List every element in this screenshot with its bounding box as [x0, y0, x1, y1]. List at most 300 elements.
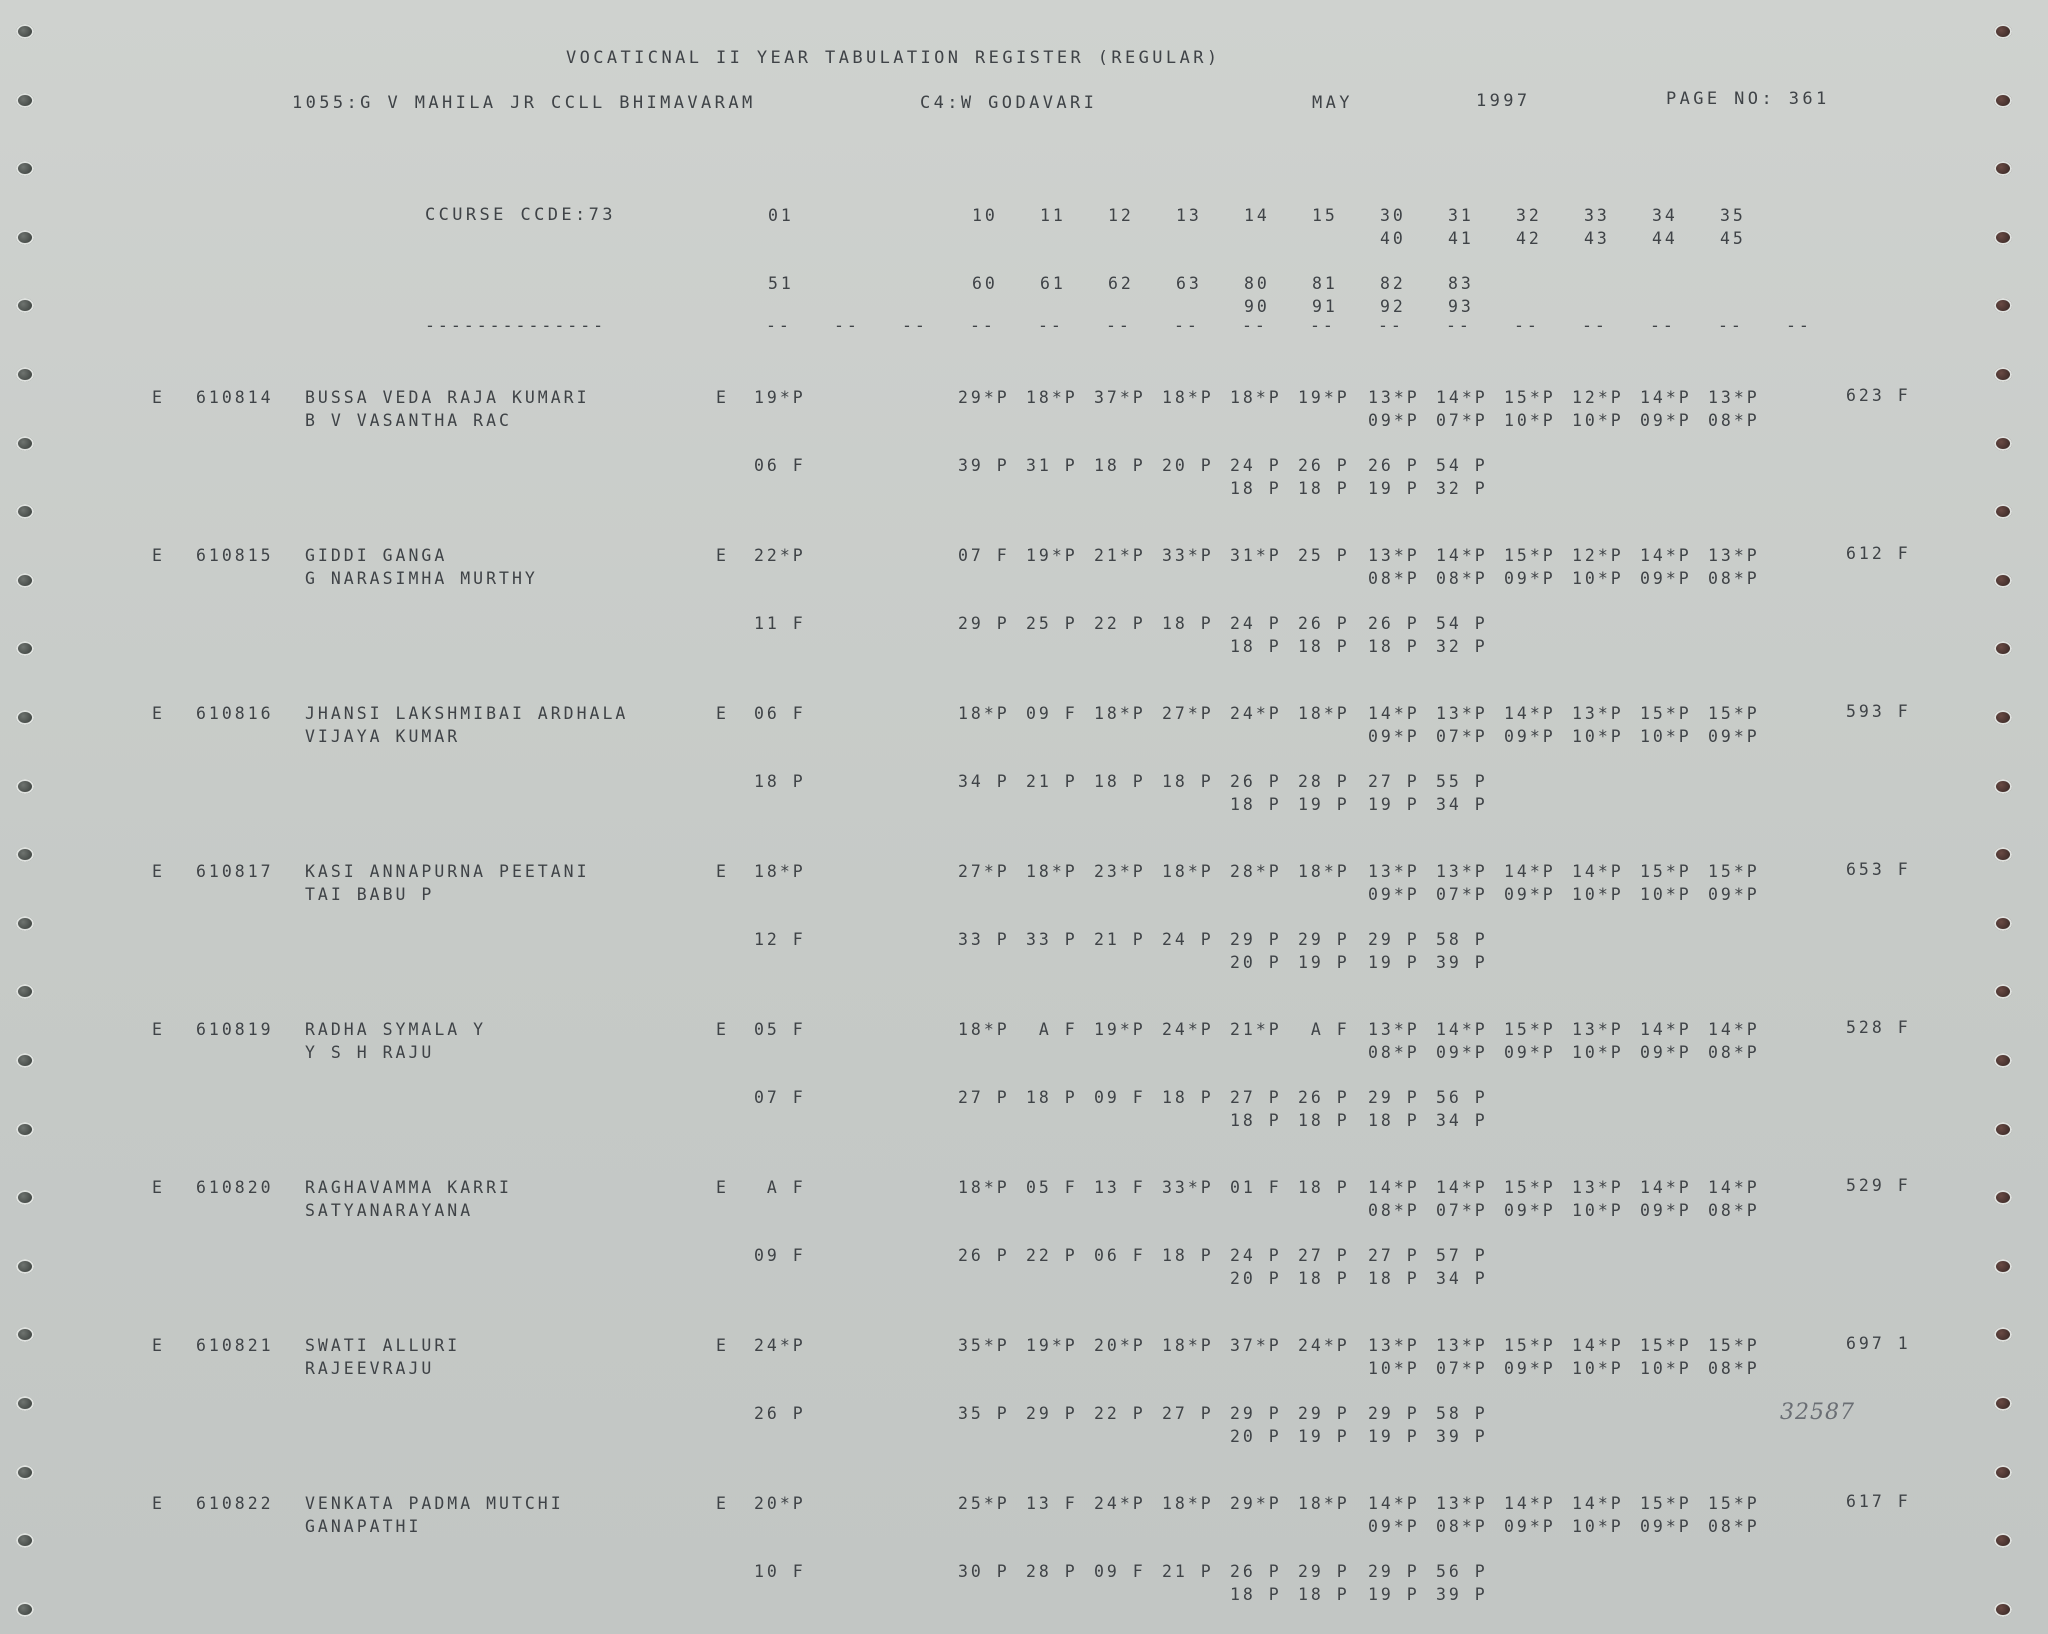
mark-cell: 10*P: [1572, 1517, 1624, 1536]
column-dash: --: [970, 316, 996, 335]
mark-cell: 54 P: [1436, 456, 1488, 475]
mark-cell: 14*P: [1640, 1020, 1692, 1039]
feed-hole: [1994, 641, 2012, 656]
feed-hole: [16, 847, 34, 862]
mark-cell: 26 P: [1368, 614, 1420, 633]
mark-cell: 34 P: [1436, 795, 1488, 814]
subject-51-mark: 26 P: [754, 1404, 806, 1423]
student-name: JHANSI LAKSHMIBAI ARDHALA: [305, 704, 629, 723]
mark-cell: 18 P: [1162, 614, 1214, 633]
mark-cell: 13*P: [1436, 862, 1488, 881]
feed-hole: [1994, 916, 2012, 931]
mark-cell: 13*P: [1572, 1020, 1624, 1039]
course-code: CCURSE CCDE:73: [425, 205, 616, 225]
mark-cell: 09*P: [1504, 1043, 1556, 1062]
mark-cell: 13*P: [1708, 388, 1760, 407]
mark-cell: 25 P: [1298, 546, 1350, 565]
mark-cell: 18*P: [1162, 862, 1214, 881]
mark-cell: 18*P: [1094, 704, 1146, 723]
left-tractor-feed-holes: [16, 0, 56, 1634]
mark-cell: 18 P: [1094, 772, 1146, 791]
mark-cell: 27 P: [958, 1088, 1010, 1107]
feed-hole: [16, 1122, 34, 1137]
mark-cell: 33*P: [1162, 546, 1214, 565]
mark-cell: 09*P: [1436, 1043, 1488, 1062]
column-dash: --: [1310, 316, 1336, 335]
feed-hole: [1994, 1259, 2012, 1274]
subject-51-mark: 07 F: [754, 1088, 806, 1107]
student-name: KASI ANNAPURNA PEETANI: [305, 862, 590, 881]
mark-cell: 39 P: [1436, 1427, 1488, 1446]
mark-cell: 18 P: [1368, 1111, 1420, 1130]
roll-number: 610816: [196, 704, 274, 723]
mark-cell: 15*P: [1504, 1336, 1556, 1355]
feed-hole: [1994, 298, 2012, 313]
mark-cell: 20*P: [1094, 1336, 1146, 1355]
mark-cell: 13 F: [1026, 1494, 1078, 1513]
mark-cell: 34 P: [958, 772, 1010, 791]
mark-cell: 18*P: [1162, 1336, 1214, 1355]
mark-cell: 29*P: [1230, 1494, 1282, 1513]
medium-code: E: [716, 388, 729, 407]
parent-name: Y S H RAJU: [305, 1043, 435, 1062]
column-dash: --: [902, 316, 928, 335]
mark-cell: 14*P: [1504, 704, 1556, 723]
column-dash: --: [1582, 316, 1608, 335]
mark-cell: 14*P: [1368, 1494, 1420, 1513]
mark-cell: 08*P: [1708, 1201, 1760, 1220]
column-number: 40: [1380, 229, 1406, 248]
feed-hole: [1994, 24, 2012, 39]
mark-cell: 10*P: [1572, 1201, 1624, 1220]
column-number: 90: [1244, 297, 1270, 316]
mark-cell: 13*P: [1708, 546, 1760, 565]
column-number: 35: [1720, 206, 1746, 225]
column-number: 33: [1584, 206, 1610, 225]
mark-cell: 32 P: [1436, 637, 1488, 656]
mark-cell: 14*P: [1640, 1178, 1692, 1197]
column-number: 51: [768, 274, 794, 293]
mark-cell: 22 P: [1026, 1246, 1078, 1265]
mark-cell: 19 P: [1298, 953, 1350, 972]
mark-cell: 18*P: [1298, 1494, 1350, 1513]
column-dash: --: [834, 316, 860, 335]
feed-hole: [16, 641, 34, 656]
roll-number: 610817: [196, 862, 274, 881]
column-dash: --: [1242, 316, 1268, 335]
mark-cell: 13*P: [1572, 1178, 1624, 1197]
mark-cell: 39 P: [1436, 1585, 1488, 1604]
mark-cell: 14*P: [1368, 1178, 1420, 1197]
mark-cell: 27*P: [1162, 704, 1214, 723]
parent-name: GANAPATHI: [305, 1517, 422, 1536]
mark-cell: 10*P: [1572, 411, 1624, 430]
mark-cell: 56 P: [1436, 1088, 1488, 1107]
mark-cell: 24 P: [1230, 1246, 1282, 1265]
mark-cell: 58 P: [1436, 930, 1488, 949]
student-name: RADHA SYMALA Y: [305, 1020, 487, 1039]
mark-cell: 18 P: [1298, 1111, 1350, 1130]
column-number: 10: [972, 206, 998, 225]
mark-cell: 10*P: [1368, 1359, 1420, 1378]
student-name: VENKATA PADMA MUTCHI: [305, 1494, 564, 1513]
mark-cell: 26 P: [1298, 1088, 1350, 1107]
mark-cell: 12*P: [1572, 546, 1624, 565]
mark-cell: 09*P: [1640, 1043, 1692, 1062]
mark-cell: 14*P: [1708, 1178, 1760, 1197]
mark-cell: 14*P: [1708, 1020, 1760, 1039]
mark-cell: 14*P: [1436, 388, 1488, 407]
column-dash: --: [1718, 316, 1744, 335]
total-result: 593 F: [1846, 702, 1911, 721]
mark-cell: 26 P: [1368, 456, 1420, 475]
mark-cell: 35 P: [958, 1404, 1010, 1423]
column-number: 80: [1244, 274, 1270, 293]
mark-cell: 57 P: [1436, 1246, 1488, 1265]
mark-cell: 26 P: [1230, 1562, 1282, 1581]
feed-hole: [1994, 779, 2012, 794]
right-tractor-feed-holes: [1994, 0, 2034, 1634]
mark-cell: 08*P: [1368, 569, 1420, 588]
mark-cell: 29 P: [958, 614, 1010, 633]
mark-cell: A F: [1026, 1020, 1078, 1039]
mark-cell: 08*P: [1436, 1517, 1488, 1536]
exam-group: E: [152, 388, 165, 407]
mark-cell: 18 P: [1298, 637, 1350, 656]
mark-cell: 13 F: [1094, 1178, 1146, 1197]
mark-cell: 09*P: [1504, 727, 1556, 746]
mark-cell: 18 P: [1298, 479, 1350, 498]
total-result: 623 F: [1846, 386, 1911, 405]
handwritten-note: 32587: [1780, 1400, 1855, 1425]
mark-cell: 18 P: [1230, 795, 1282, 814]
mark-cell: A F: [1298, 1020, 1350, 1039]
mark-cell: 14*P: [1572, 1494, 1624, 1513]
mark-cell: 29 P: [1230, 930, 1282, 949]
mark-cell: 18 P: [1026, 1088, 1078, 1107]
roll-number: 610815: [196, 546, 274, 565]
subject-01-mark: 18*P: [754, 862, 806, 881]
column-number: 82: [1380, 274, 1406, 293]
column-number: 15: [1312, 206, 1338, 225]
mark-cell: 10*P: [1572, 569, 1624, 588]
mark-cell: 09*P: [1640, 411, 1692, 430]
mark-cell: 19*P: [1298, 388, 1350, 407]
mark-cell: 15*P: [1504, 546, 1556, 565]
mark-cell: 29 P: [1368, 1404, 1420, 1423]
student-name: RAGHAVAMMA KARRI: [305, 1178, 512, 1197]
mark-cell: 13*P: [1368, 388, 1420, 407]
mark-cell: 18*P: [1162, 1494, 1214, 1513]
mark-cell: 25 P: [1026, 614, 1078, 633]
mark-cell: 37*P: [1230, 1336, 1282, 1355]
mark-cell: 27 P: [1368, 1246, 1420, 1265]
college-name: 1055:G V MAHILA JR CCLL BHIMAVARAM: [292, 93, 756, 113]
mark-cell: 39 P: [1436, 953, 1488, 972]
mark-cell: 19 P: [1368, 1427, 1420, 1446]
exam-group: E: [152, 1494, 165, 1513]
exam-year: 1997: [1476, 91, 1531, 111]
mark-cell: 18*P: [1026, 388, 1078, 407]
feed-hole: [1994, 984, 2012, 999]
mark-cell: 09 F: [1094, 1562, 1146, 1581]
mark-cell: 18 P: [1368, 637, 1420, 656]
mark-cell: 22 P: [1094, 614, 1146, 633]
roll-number: 610820: [196, 1178, 274, 1197]
column-number: 34: [1652, 206, 1678, 225]
medium-code: E: [716, 1494, 729, 1513]
subject-51-mark: 09 F: [754, 1246, 806, 1265]
student-name: BUSSA VEDA RAJA KUMARI: [305, 388, 590, 407]
mark-cell: 18 P: [1162, 1246, 1214, 1265]
mark-cell: 18 P: [1162, 1088, 1214, 1107]
column-dash: --: [1650, 316, 1676, 335]
mark-cell: 29 P: [1298, 1562, 1350, 1581]
mark-cell: 29 P: [1026, 1404, 1078, 1423]
mark-cell: 18 P: [1368, 1269, 1420, 1288]
mark-cell: 27*P: [958, 862, 1010, 881]
mark-cell: 15*P: [1708, 704, 1760, 723]
mark-cell: 27 P: [1162, 1404, 1214, 1423]
column-number: 83: [1448, 274, 1474, 293]
mark-cell: 09*P: [1504, 885, 1556, 904]
parent-name: B V VASANTHA RAC: [305, 411, 512, 430]
mark-cell: 18*P: [958, 1020, 1010, 1039]
subject-51-mark: 11 F: [754, 614, 806, 633]
column-number: 41: [1448, 229, 1474, 248]
mark-cell: 08*P: [1368, 1201, 1420, 1220]
column-number: 45: [1720, 229, 1746, 248]
mark-cell: 21*P: [1094, 546, 1146, 565]
column-number: 43: [1584, 229, 1610, 248]
column-number: 12: [1108, 206, 1134, 225]
feed-hole: [16, 1465, 34, 1480]
mark-cell: 18 P: [1230, 1585, 1282, 1604]
feed-hole: [16, 779, 34, 794]
mark-cell: 09*P: [1640, 569, 1692, 588]
column-dash: --: [1174, 316, 1200, 335]
mark-cell: 10*P: [1572, 727, 1624, 746]
mark-cell: 13*P: [1436, 1336, 1488, 1355]
mark-cell: 18 P: [1162, 772, 1214, 791]
column-number: 93: [1448, 297, 1474, 316]
mark-cell: 33*P: [1162, 1178, 1214, 1197]
exam-group: E: [152, 546, 165, 565]
total-result: 617 F: [1846, 1492, 1911, 1511]
feed-hole: [1994, 1053, 2012, 1068]
feed-hole: [1994, 710, 2012, 725]
mark-cell: 09*P: [1368, 727, 1420, 746]
feed-hole: [16, 1396, 34, 1411]
mark-cell: 25*P: [958, 1494, 1010, 1513]
mark-cell: 13*P: [1368, 862, 1420, 881]
register-title: VOCATICNAL II YEAR TABULATION REGISTER (REGULAR): [566, 48, 1221, 68]
mark-cell: 29 P: [1298, 1404, 1350, 1423]
mark-cell: 31 P: [1026, 456, 1078, 475]
subject-51-mark: 18 P: [754, 772, 806, 791]
column-number: 13: [1176, 206, 1202, 225]
mark-cell: 14*P: [1572, 1336, 1624, 1355]
mark-cell: 26 P: [1298, 614, 1350, 633]
mark-cell: 13*P: [1572, 704, 1624, 723]
mark-cell: 20 P: [1162, 456, 1214, 475]
subject-01-mark: 24*P: [754, 1336, 806, 1355]
mark-cell: 08*P: [1708, 1359, 1760, 1378]
mark-cell: 21*P: [1230, 1020, 1282, 1039]
feed-hole: [16, 916, 34, 931]
mark-cell: 28 P: [1026, 1562, 1078, 1581]
subject-51-mark: 10 F: [754, 1562, 806, 1581]
mark-cell: 18*P: [1026, 862, 1078, 881]
feed-hole: [16, 1602, 34, 1617]
feed-hole: [16, 1053, 34, 1068]
mark-cell: 07 F: [958, 546, 1010, 565]
mark-cell: 18 P: [1298, 1178, 1350, 1197]
mark-cell: 09*P: [1368, 885, 1420, 904]
mark-cell: 10*P: [1572, 1359, 1624, 1378]
column-number: 60: [972, 274, 998, 293]
student-name: GIDDI GANGA: [305, 546, 448, 565]
feed-hole: [16, 436, 34, 451]
mark-cell: 15*P: [1708, 1494, 1760, 1513]
feed-hole: [16, 367, 34, 382]
exam-group: E: [152, 1020, 165, 1039]
mark-cell: 35*P: [958, 1336, 1010, 1355]
mark-cell: 07*P: [1436, 411, 1488, 430]
exam-month: MAY: [1312, 93, 1353, 113]
mark-cell: 15*P: [1640, 704, 1692, 723]
medium-code: E: [716, 1020, 729, 1039]
feed-hole: [1994, 436, 2012, 451]
mark-cell: 14*P: [1640, 546, 1692, 565]
mark-cell: 15*P: [1504, 388, 1556, 407]
student-name: SWATI ALLURI: [305, 1336, 461, 1355]
feed-hole: [16, 1327, 34, 1342]
mark-cell: 18 P: [1298, 1269, 1350, 1288]
column-dash: --: [1446, 316, 1472, 335]
mark-cell: 13*P: [1436, 704, 1488, 723]
feed-hole: [1994, 573, 2012, 588]
mark-cell: 15*P: [1640, 1336, 1692, 1355]
column-dash: --: [1514, 316, 1540, 335]
mark-cell: 12*P: [1572, 388, 1624, 407]
header-dash-line: --------------: [425, 316, 607, 335]
mark-cell: 18 P: [1298, 1585, 1350, 1604]
mark-cell: 26 P: [1298, 456, 1350, 475]
feed-hole: [1994, 1190, 2012, 1205]
mark-cell: 23*P: [1094, 862, 1146, 881]
column-number: 14: [1244, 206, 1270, 225]
column-number: 62: [1108, 274, 1134, 293]
mark-cell: 07*P: [1436, 885, 1488, 904]
mark-cell: 29 P: [1298, 930, 1350, 949]
feed-hole: [16, 984, 34, 999]
mark-cell: 19*P: [1026, 1336, 1078, 1355]
mark-cell: 07*P: [1436, 727, 1488, 746]
mark-cell: 14*P: [1504, 1494, 1556, 1513]
mark-cell: 29 P: [1368, 930, 1420, 949]
feed-hole: [16, 573, 34, 588]
feed-hole: [16, 93, 34, 108]
exam-group: E: [152, 1178, 165, 1197]
mark-cell: 01 F: [1230, 1178, 1282, 1197]
total-result: 653 F: [1846, 860, 1911, 879]
feed-hole: [16, 161, 34, 176]
mark-cell: 30 P: [958, 1562, 1010, 1581]
mark-cell: 10*P: [1572, 885, 1624, 904]
mark-cell: 29*P: [958, 388, 1010, 407]
subject-01-mark: 22*P: [754, 546, 806, 565]
subject-51-mark: 06 F: [754, 456, 806, 475]
mark-cell: 34 P: [1436, 1111, 1488, 1130]
feed-hole: [1994, 1396, 2012, 1411]
district-name: C4:W GODAVARI: [920, 93, 1098, 113]
medium-code: E: [716, 862, 729, 881]
mark-cell: 08*P: [1708, 1517, 1760, 1536]
total-result: 528 F: [1846, 1018, 1911, 1037]
roll-number: 610819: [196, 1020, 274, 1039]
column-number: 44: [1652, 229, 1678, 248]
roll-number: 610814: [196, 388, 274, 407]
mark-cell: 13*P: [1368, 1336, 1420, 1355]
mark-cell: 07*P: [1436, 1201, 1488, 1220]
mark-cell: 09*P: [1504, 569, 1556, 588]
feed-hole: [1994, 847, 2012, 862]
mark-cell: 15*P: [1640, 862, 1692, 881]
mark-cell: 14*P: [1504, 862, 1556, 881]
mark-cell: 14*P: [1640, 388, 1692, 407]
mark-cell: 58 P: [1436, 1404, 1488, 1423]
parent-name: RAJEEVRAJU: [305, 1359, 435, 1378]
subject-01-mark: 05 F: [754, 1020, 806, 1039]
parent-name: TAI BABU P: [305, 885, 435, 904]
feed-hole: [1994, 93, 2012, 108]
mark-cell: 19 P: [1298, 795, 1350, 814]
feed-hole: [1994, 230, 2012, 245]
mark-cell: 13*P: [1436, 1494, 1488, 1513]
medium-code: E: [716, 1336, 729, 1355]
parent-name: G NARASIMHA MURTHY: [305, 569, 538, 588]
mark-cell: 19*P: [1094, 1020, 1146, 1039]
feed-hole: [16, 504, 34, 519]
mark-cell: 08*P: [1708, 411, 1760, 430]
mark-cell: 24 P: [1230, 614, 1282, 633]
mark-cell: 09*P: [1708, 885, 1760, 904]
mark-cell: 29 P: [1368, 1562, 1420, 1581]
subject-01-mark: A F: [754, 1178, 806, 1197]
mark-cell: 29 P: [1230, 1404, 1282, 1423]
feed-hole: [1994, 1327, 2012, 1342]
mark-cell: 24*P: [1162, 1020, 1214, 1039]
column-number: 11: [1040, 206, 1066, 225]
feed-hole: [16, 230, 34, 245]
feed-hole: [16, 1190, 34, 1205]
mark-cell: 24*P: [1298, 1336, 1350, 1355]
column-number: 32: [1516, 206, 1542, 225]
mark-cell: 22 P: [1094, 1404, 1146, 1423]
medium-code: E: [716, 546, 729, 565]
mark-cell: 09*P: [1640, 1201, 1692, 1220]
mark-cell: 24 P: [1162, 930, 1214, 949]
mark-cell: 26 P: [1230, 772, 1282, 791]
mark-cell: 09*P: [1368, 1517, 1420, 1536]
mark-cell: 18*P: [958, 704, 1010, 723]
column-number: 92: [1380, 297, 1406, 316]
feed-hole: [1994, 1533, 2012, 1548]
total-result: 612 F: [1846, 544, 1911, 563]
mark-cell: 19 P: [1368, 1585, 1420, 1604]
subject-01-mark: 20*P: [754, 1494, 806, 1513]
